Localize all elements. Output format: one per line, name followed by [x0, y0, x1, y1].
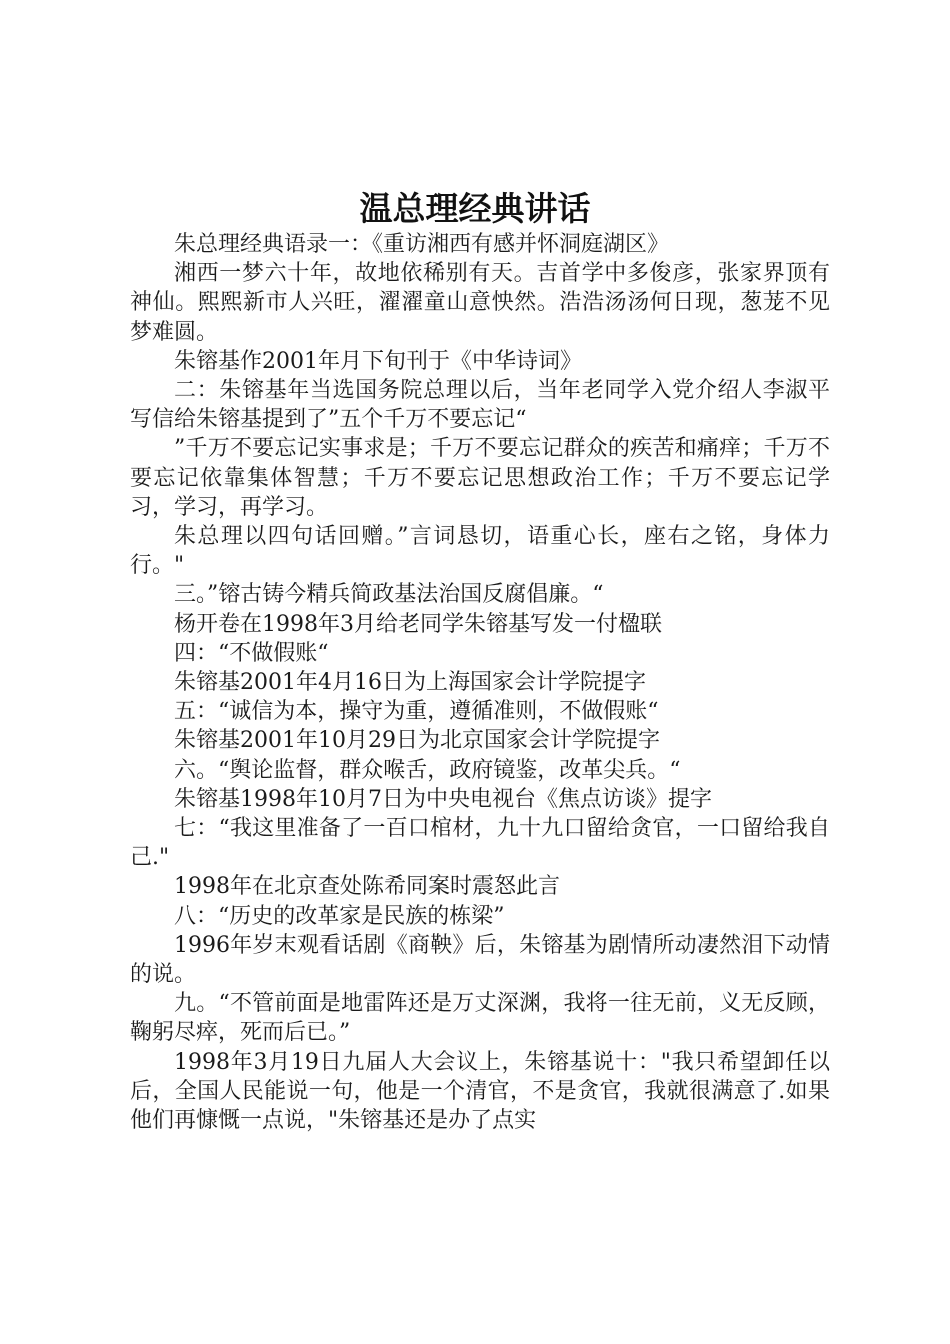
paragraph: 八：“历史的改革家是民族的栋梁” — [174, 903, 505, 929]
paragraph: 1996年岁末观看话剧《商鞅》后，朱镕基为剧情所动凄然泪下动情的说。 — [130, 932, 830, 988]
paragraph: 1998年3月19日九届人大会议上，朱镕基说十："我只希望卸任以后，全国人民能说一句，他是一个清官，不是贪官，我就很满意了.如果他们再慷慨一点说，"朱镕基还是办了点实 — [130, 1049, 830, 1134]
paragraph: 六。“舆论监督，群众喉舌，政府镜鉴，改革尖兵。“ — [174, 757, 681, 783]
paragraph: ”千万不要忘记实事求是；千万不要忘记群众的疾苦和痛痒；千万不要忘记依靠集体智慧；千万不要忘记思想政治工作；千万不要忘记学习，学习，再学习。 — [130, 436, 830, 520]
paragraph: 朱镕基2001年10月29日为北京国家会计学院提字 — [174, 728, 660, 754]
paragraph: 朱镕基2001年4月16日为上海国家会计学院提字 — [174, 670, 646, 696]
paragraph: 朱镕基作2001年月下旬刊于《中华诗词》 — [174, 348, 582, 374]
paragraph: 1998年在北京查处陈希同案时震怒此言 — [174, 874, 560, 900]
paragraph: 杨开卷在1998年3月给老同学朱镕基写发一付楹联 — [174, 611, 662, 637]
paragraph: 三。”镕古铸今精兵简政基法治国反腐倡廉。“ — [174, 582, 604, 608]
paragraph: 五：“诚信为本，操守为重，遵循准则，不做假账“ — [174, 699, 659, 725]
paragraph: 朱镕基1998年10月7日为中央电视台《焦点访谈》提字 — [174, 786, 712, 812]
paragraph: 九。“不管前面是地雷阵还是万丈深渊，我将一往无前，义无反顾，鞠躬尽瘁，死而后已。” — [130, 991, 830, 1046]
paragraph: 朱总理经典语录一：《重访湘西有感并怀洞庭湖区》 — [174, 232, 670, 257]
paragraph: 朱总理以四句话回赠。”言词恳切，语重心长，座右之铭，身体力行。" — [130, 524, 830, 579]
document-body — [130, 230, 830, 1135]
paragraph: 七：“我这里准备了一百口棺材，九十九口留给贪官，一口留给我自己." — [130, 816, 830, 871]
document-title: 温总理经典讲话 — [359, 189, 591, 228]
paragraph: 二：朱镕基年当选国务院总理以后，当年老同学入党介绍人李淑平写信给朱镕基提到了”五个千万不要忘记“ — [130, 378, 830, 433]
paragraph: 四：“不做假账“ — [174, 640, 329, 666]
paragraph: 湘西一梦六十年，故地依稀别有天。吉首学中多俊彦，张家界顶有神仙。熙熙新市人兴旺，濯濯童山意怏然。浩浩汤汤何日现，葱茏不见梦难圆。 — [130, 261, 830, 345]
